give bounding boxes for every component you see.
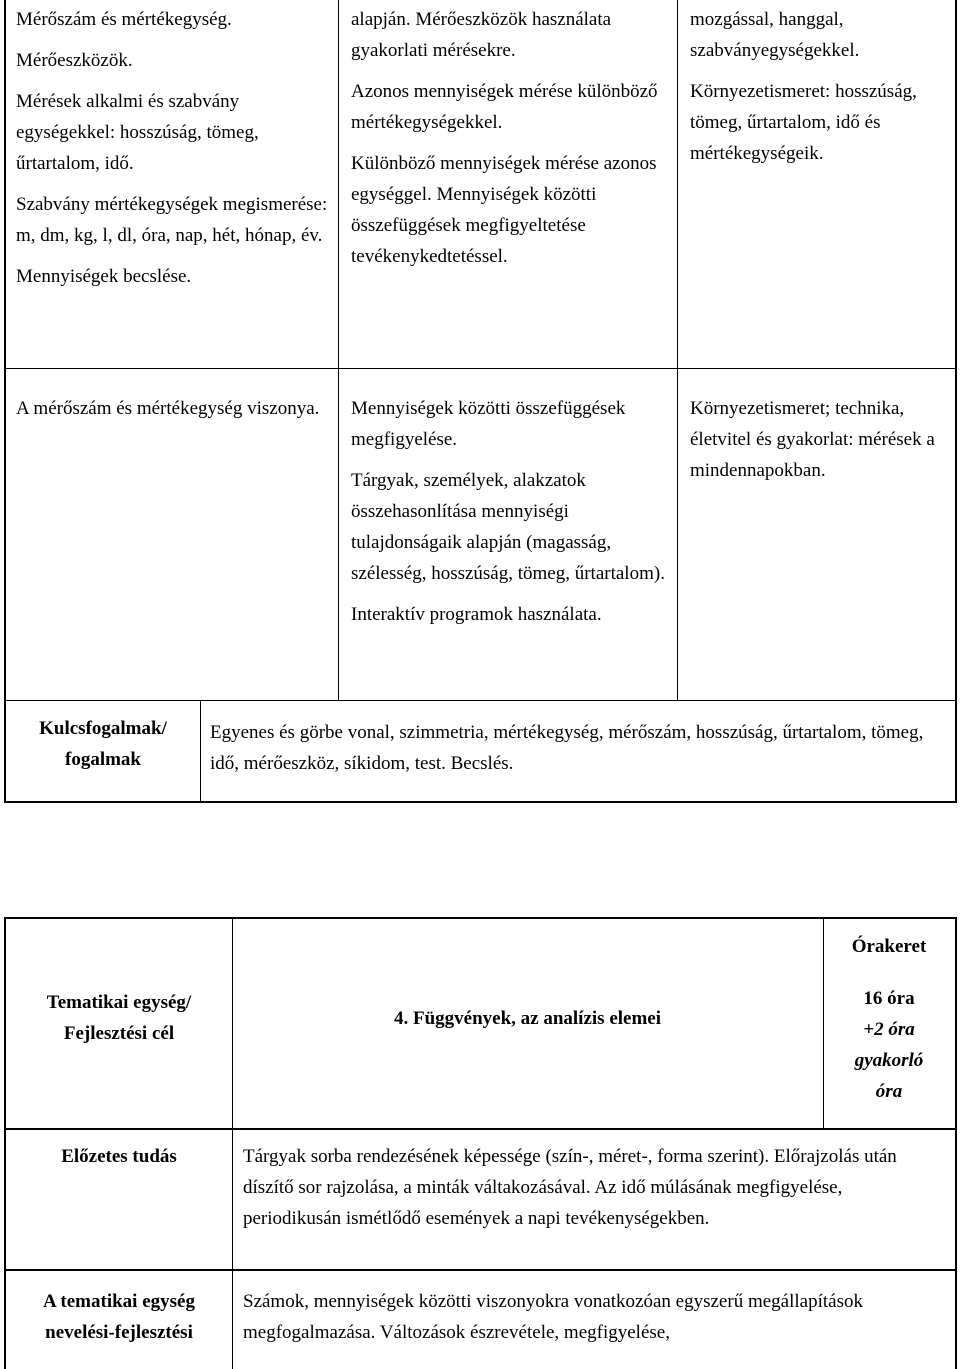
cell-paragraph: Azonos mennyiségek mérése különböző mértékegységekkel. — [351, 81, 658, 133]
key-concepts-text — [210, 717, 950, 779]
cell-paragraph: Különböző mennyiségek mérése azonos egységgel. Mennyiségek közötti összefüggések megfigyeltetése tevékenykedtetéssel. — [351, 153, 657, 267]
prior-knowledge-text — [243, 1141, 943, 1234]
hours-value: óra — [875, 1081, 903, 1102]
cell-paragraph: Interaktív programok használata. — [351, 604, 602, 625]
row-divider — [6, 1128, 955, 1130]
row1-col2-cell — [351, 4, 671, 272]
developmental-goals-label — [6, 1286, 232, 1348]
key-concepts-label — [6, 713, 200, 775]
thematic-unit-label — [6, 987, 232, 1049]
label-line: Előzetes tudás — [61, 1146, 177, 1167]
cell-paragraph: Mennyiségek becslése. — [16, 266, 192, 287]
label-line: fogalmak — [65, 749, 141, 770]
label-line: Tematikai egység/ — [46, 992, 192, 1013]
unit-title: 4. Függvények, az analízis elemei — [393, 1008, 662, 1029]
cell-paragraph: Számok, mennyiségek közötti viszonyokra vonatkozóan egyszerű megállapítások megfogalmazása. Változások észrevétele, megfigyelése, — [243, 1291, 863, 1343]
column-divider — [677, 0, 678, 700]
row1-col3-cell — [690, 4, 952, 169]
cell-paragraph: Egyenes és görbe vonal, szimmetria, mértékegység, mérőszám, hosszúság, űrtartalom, tömeg, idő, mérőeszköz, síkidom, test. Becslés. — [210, 722, 924, 774]
label-line: A tematikai egység — [43, 1291, 195, 1312]
label-line: Fejlesztési cél — [63, 1023, 175, 1044]
curriculum-table-1 — [4, 0, 957, 803]
cell-paragraph: alapján. Mérőeszközök használata gyakorlati mérésekre. — [351, 9, 612, 61]
cell-paragraph: Mérőeszközök. — [16, 50, 133, 71]
cell-paragraph: Mérések alkalmi és szabvány egységekkel: hosszúság, tömeg, űrtartalom, idő. — [16, 91, 259, 174]
cell-paragraph: Tárgyak sorba rendezésének képessége (szín-, méret-, forma szerint). Előrajzolás után díszítő sor rajzolása, a minták váltakozásával. Az idő múlásának megfigyelése, periodikusán ismétlődő események a napi tevékenységekben. — [243, 1146, 897, 1229]
hours-value: 16 óra — [863, 988, 915, 1009]
label-line: nevelési-fejlesztési — [45, 1322, 193, 1343]
row2-col1-cell — [16, 393, 331, 424]
hours-label: Órakeret — [851, 936, 927, 957]
cell-paragraph: A mérőszám és mértékegység viszonya. — [16, 398, 320, 419]
row-divider — [6, 368, 955, 369]
column-divider — [232, 919, 233, 1369]
column-divider — [338, 0, 339, 700]
cell-paragraph: Szabvány mértékegységek megismerése: m, dm, kg, l, dl, óra, nap, hét, hónap, év. — [16, 194, 328, 246]
prior-knowledge-label — [6, 1141, 232, 1172]
cell-paragraph: Környezetismeret: hosszúság, tömeg, űrtartalom, idő és mértékegységeik. — [690, 81, 917, 164]
cell-paragraph: Mérőszám és mértékegység. — [16, 9, 232, 30]
developmental-goals-text — [243, 1286, 943, 1348]
hours-cell — [823, 931, 955, 1107]
row-divider — [6, 1269, 955, 1271]
cell-paragraph: Tárgyak, személyek, alakzatok összehasonlítása mennyiségi tulajdonságaik alapján (magasság, szélesség, hosszúság, tömeg, űrtartalom). — [351, 470, 665, 584]
label-line: Kulcsfogalmak/ — [39, 718, 167, 739]
curriculum-table-2 — [4, 917, 957, 1369]
row2-col3-cell — [690, 393, 952, 486]
column-divider — [200, 700, 201, 801]
row1-col1-cell — [16, 4, 331, 292]
hours-value: gyakorló — [854, 1050, 924, 1071]
row2-col2-cell — [351, 393, 676, 630]
cell-paragraph: mozgással, hanggal, szabványegységekkel. — [690, 9, 860, 61]
hours-value: +2 óra — [863, 1019, 915, 1040]
thematic-unit-title — [232, 1003, 823, 1034]
row-divider — [6, 700, 955, 701]
cell-paragraph: Mennyiségek közötti összefüggések megfigyelése. — [351, 398, 626, 450]
cell-paragraph: Környezetismeret; technika, életvitel és gyakorlat: mérések a mindennapokban. — [690, 398, 935, 481]
